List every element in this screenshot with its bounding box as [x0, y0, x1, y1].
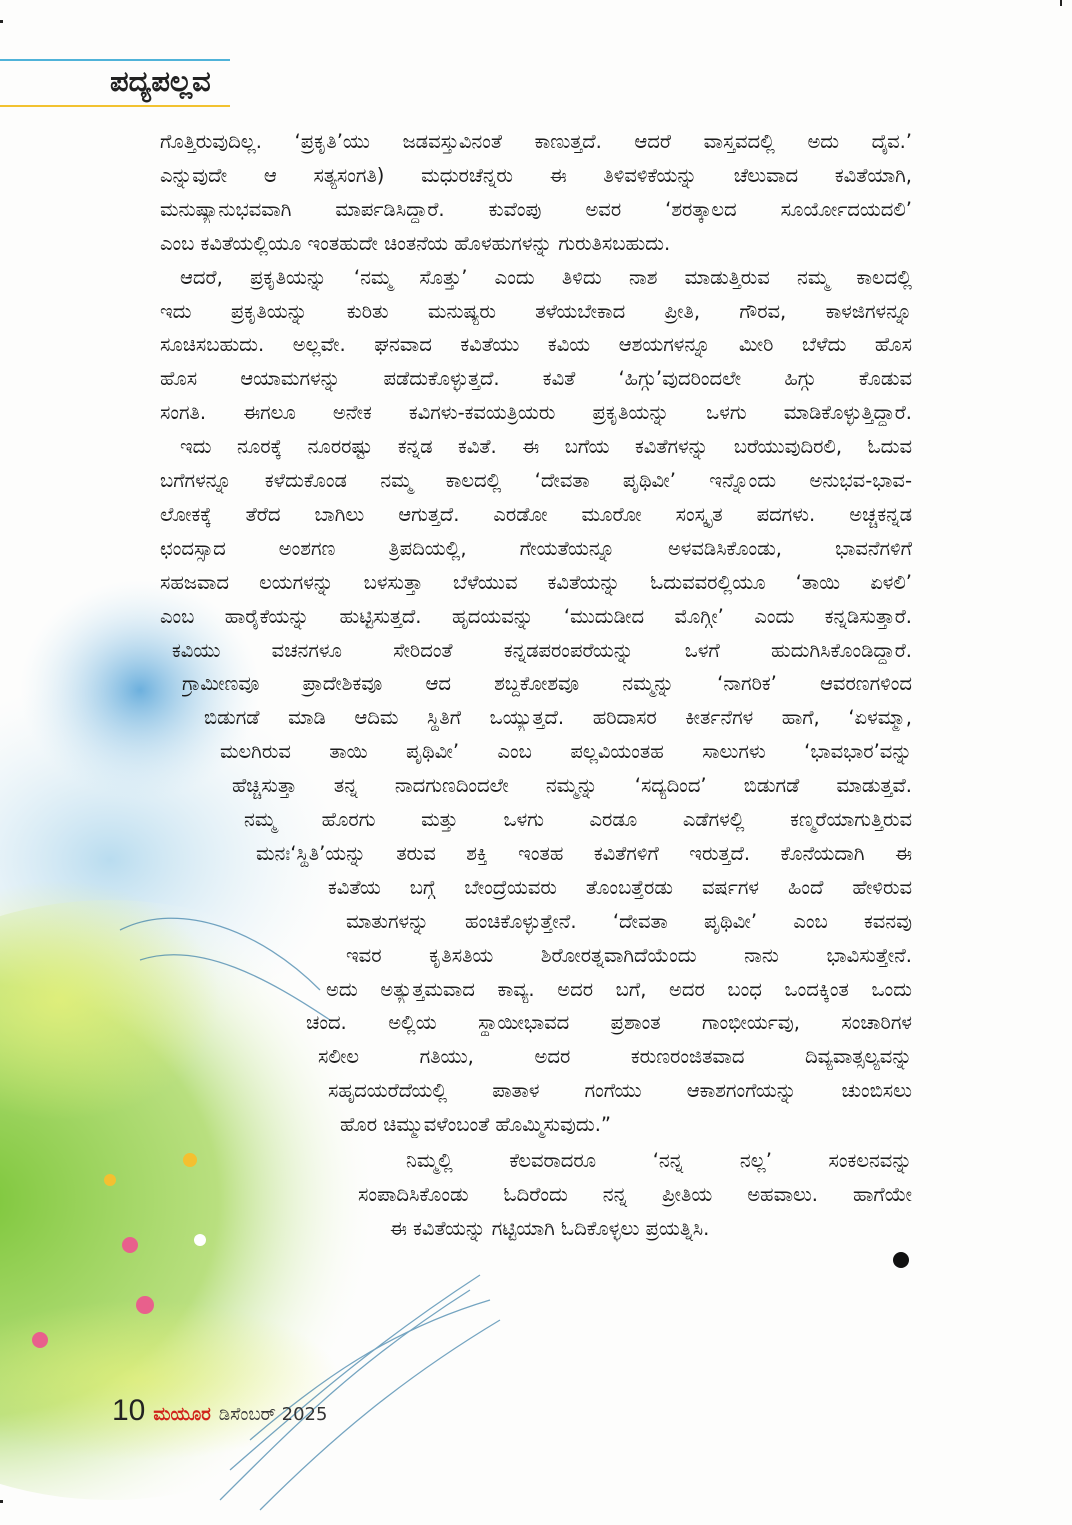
body-line: ಇವರ ಕೃತಿಸತಿಯ ಶಿರೋರತ್ನವಾಗಿದೆಯೆಂದು ನಾನು ಭಾವಿಸುತ್ತೇನೆ.: [346, 943, 912, 967]
body-line: ಚಂದ. ಅಲ್ಲಿಯ ಸ್ಥಾಯೀಭಾವದ ಪ್ರಶಾಂತ ಗಾಂಭೀರ್ಯವು, ಸಂಚಾರಿಗಳ: [306, 1011, 912, 1035]
crop-mark: [0, 20, 3, 23]
issue-date: ಡಿಸೆಂಬರ್ 2025: [218, 1404, 328, 1425]
crop-mark: [1060, 0, 1062, 6]
body-line: ಆದರೆ, ಪ್ರಕೃತಿಯನ್ನು ‘ನಮ್ಮ ಸೊತ್ತು’ ಎಂದು ತಿಳಿದು ನಾಶ ಮಾಡುತ್ತಿರುವ ನಮ್ಮ ಕಾಲದಲ್ಲಿ: [180, 265, 912, 289]
body-line: ಅದು ಅತ್ಯುತ್ತಮವಾದ ಕಾವ್ಯ. ಅದರ ಬಗೆ, ಅದರ ಬಂಧ ಒಂದಕ್ಕಿಂತ ಒಂದು: [326, 977, 912, 1001]
body-line: ಬಗೆಗಳನ್ನೂ ಕಳೆದುಕೊಂಡ ನಮ್ಮ ಕಾಲದಲ್ಲಿ ‘ದೇವತಾ ಪೃಥಿವೀ’ ಇನ್ನೊಂದು ಅನುಭವ-ಭಾವ-: [160, 469, 912, 492]
body-line: ಸಹೃದಯರೆದೆಯಲ್ಲಿ ಪಾತಾಳ ಗಂಗೆಯು ಆಕಾಶಗಂಗೆಯನ್ನು ಚುಂಬಿಸಲು: [328, 1079, 912, 1103]
body-line: ಹೊರ ಚಿಮ್ಮುವಳೆಂಬಂತೆ ಹೊಮ್ಮಿಸುವುದು.”: [340, 1113, 612, 1137]
body-line: ಬಿಡುಗಡೆ ಮಾಡಿ ಆದಿಮ ಸ್ಥಿತಿಗೆ ಒಯ್ಯುತ್ತದೆ. ಹರಿದಾಸರ ಕೀರ್ತನೆಗಳ ಹಾಗೆ, ‘ಏಳಮ್ಮಾ,: [204, 706, 912, 730]
body-line: ಮಾತುಗಳನ್ನು ಹಂಚಿಕೊಳ್ಳುತ್ತೇನೆ. ‘ದೇವತಾ ಪೃಥಿವೀ’ ಎಂಬ ಕವನವು: [346, 909, 912, 933]
body-line: ಹೊಸ ಆಯಾಮಗಳನ್ನು ಪಡೆದುಕೊಳ್ಳುತ್ತದೆ. ಕವಿತೆ ‘ಹಿಗ್ಗು’ವುದರಿಂದಲೇ ಹಿಗ್ಗು ಕೊಡುವ: [160, 367, 912, 391]
body-line: ಇದು ನೂರಕ್ಕೆ ನೂರರಷ್ಟು ಕನ್ನಡ ಕವಿತೆ. ಈ ಬಗೆಯ ಕವಿತೆಗಳನ್ನು ಬರೆಯುವುದಿರಲಿ, ಓದುವ: [180, 435, 912, 459]
body-line: ಎನ್ನುವುದೇ ಆ ಸತ್ಯಸಂಗತಿ) ಮಧುರಚೆನ್ನರು ಈ ತಿಳಿವಳಿಕೆಯನ್ನು ಚೆಲುವಾದ ಕವಿತೆಯಾಗಿ,: [160, 163, 912, 187]
body-line: ಈ ಕವಿತೆಯನ್ನು ಗಟ್ಟಿಯಾಗಿ ಓದಿಕೊಳ್ಳಲು ಪ್ರಯತ್ನಿಸಿ.: [390, 1216, 710, 1240]
body-line: ಗ್ರಾಮೀಣವೂ ಪ್ರಾದೇಶಿಕವೂ ಆದ ಶಬ್ದಕೋಶವೂ ನಮ್ಮನ್ನು ‘ನಾಗರಿಕ’ ಆವರಣಗಳಿಂದ: [182, 672, 912, 696]
body-line: ಲೋಕಕ್ಕೆ ತೆರೆದ ಬಾಗಿಲು ಆಗುತ್ತದೆ. ಎರಡೋ ಮೂರೋ ಸಂಸ್ಕೃತ ಪದಗಳು. ಅಚ್ಚಕನ್ನಡ: [160, 502, 912, 526]
header-rule-yellow: [0, 105, 230, 107]
page-footer: [112, 1394, 327, 1428]
crop-mark: [0, 1500, 3, 1503]
body-line: ಹೆಚ್ಚಿಸುತ್ತಾ ತನ್ನ ನಾದಗುಣದಿಂದಲೇ ನಮ್ಮನ್ನು ‘ಸದ್ಯದಿಂದ’ ಬಿಡುಗಡೆ ಮಾಡುತ್ತವೆ.: [232, 774, 912, 798]
body-line: ಇದು ಪ್ರಕೃತಿಯನ್ನು ಕುರಿತು ಮನುಷ್ಯರು ತಳೆಯಬೇಕಾದ ಪ್ರೀತಿ, ಗೌರವ, ಕಾಳಜಿಗಳನ್ನೂ: [160, 299, 912, 323]
body-line: ಎಂಬ ಕವಿತೆಯಲ್ಲಿಯೂ ಇಂತಹುದೇ ಚಿಂತನೆಯ ಹೊಳಹುಗಳನ್ನು ಗುರುತಿಸಬಹುದು.: [160, 231, 671, 255]
body-line: ಸಂಗತಿ. ಈಗಲೂ ಅನೇಕ ಕವಿಗಳು-ಕವಯತ್ರಿಯರು ಪ್ರಕೃತಿಯನ್ನು ಒಳಗು ಮಾಡಿಕೊಳ್ಳುತ್ತಿದ್ದಾರೆ.: [160, 401, 912, 425]
end-of-article-bullet: [893, 1252, 909, 1268]
body-line: ಸೂಚಿಸಬಹುದು. ಅಲ್ಲವೇ. ಘನವಾದ ಕವಿತೆಯು ಕವಿಯ ಆಶಯಗಳನ್ನೂ ಮೀರಿ ಬೆಳೆದು ಹೊಸ: [160, 333, 912, 357]
page-number: 10: [112, 1394, 146, 1427]
header-rule-blue: [0, 59, 230, 61]
body-line: ನಿಮ್ಮಲ್ಲಿ ಕೆಲವರಾದರೂ ‘ನನ್ನ ನಲ್ಲ’ ಸಂಕಲನವನ್ನು: [406, 1149, 912, 1172]
magazine-name: ಮಯೂರ: [153, 1404, 211, 1425]
body-line: ಎಂಬ ಹಾರೈಕೆಯನ್ನು ಹುಟ್ಟಿಸುತ್ತದೆ. ಹೃದಯವನ್ನು ‘ಮುದುಡೀದ ಮೊಗ್ಗೀ’ ಎಂದು ಕನ್ನಡಿಸುತ್ತಾರೆ.: [160, 604, 912, 628]
body-line: ಛಂದಸ್ಸಾದ ಅಂಶಗಣ ತ್ರಿಪದಿಯಲ್ಲಿ, ಗೇಯತೆಯನ್ನೂ ಅಳವಡಿಸಿಕೊಂಡು, ಭಾವನೆಗಳಿಗೆ: [160, 536, 912, 560]
body-line: ಕವಿಯು ವಚನಗಳೂ ಸೇರಿದಂತೆ ಕನ್ನಡಪರಂಪರೆಯನ್ನು ಒಳಗೆ ಹುದುಗಿಸಿಕೊಂಡಿದ್ದಾರೆ.: [172, 638, 912, 662]
body-line: ಮಲಗಿರುವ ತಾಯಿ ಪೃಥಿವೀ’ ಎಂಬ ಪಲ್ಲವಿಯಂತಹ ಸಾಲುಗಳು ‘ಭಾವಭಾರ’ವನ್ನು: [220, 740, 912, 764]
body-line: ಸಂಪಾದಿಸಿಕೊಂಡು ಓದಿರೆಂದು ನನ್ನ ಪ್ರೀತಿಯ ಅಹವಾಲು. ಹಾಗೆಯೇ: [358, 1182, 912, 1206]
body-line: ಕವಿತೆಯ ಬಗ್ಗೆ ಬೇಂದ್ರೆಯವರು ತೊಂಬತ್ತೆರಡು ವರ್ಷಗಳ ಹಿಂದೆ ಹೇಳಿರುವ: [328, 875, 912, 899]
body-line: ಗೊತ್ತಿರುವುದಿಲ್ಲ. ‘ಪ್ರಕೃತಿ’ಯು ಜಡವಸ್ತುವಿನಂತೆ ಕಾಣುತ್ತದೆ. ಆದರೆ ವಾಸ್ತವದಲ್ಲಿ ಅದು ದೈವ.’: [160, 130, 912, 153]
section-title: ಪದ್ಯಪಲ್ಲವ: [110, 64, 211, 98]
body-line: ಸಲೀಲ ಗತಿಯು, ಅದರ ಕರುಣರಂಜಿತವಾದ ದಿವ್ಯವಾತ್ಸಲ್ಯವನ್ನು: [318, 1045, 912, 1069]
body-line: ನಮ್ಮ ಹೊರಗು ಮತ್ತು ಒಳಗು ಎರಡೂ ಎಡೆಗಳಲ್ಲಿ ಕಣ್ಮರೆಯಾಗುತ್ತಿರುವ: [244, 808, 912, 831]
body-line: ಮನಃ‘ಸ್ಥಿತಿ’ಯನ್ನು ತರುವ ಶಕ್ತಿ ಇಂತಹ ಕವಿತೆಗಳಿಗೆ ಇರುತ್ತದೆ. ಕೊನೆಯದಾಗಿ ಈ: [256, 841, 912, 865]
body-line: ಮನುಷ್ಯಾನುಭವವಾಗಿ ಮಾರ್ಪಡಿಸಿದ್ದಾರೆ. ಕುವೆಂಪು ಅವರ ‘ಶರತ್ಕಾಲದ ಸೂರ್ಯೋದಯದಲಿ’: [160, 197, 912, 221]
body-line: ಸಹಜವಾದ ಲಯಗಳನ್ನು ಬಳಸುತ್ತಾ ಬೆಳೆಯುವ ಕವಿತೆಯನ್ನು ಓದುವವರಲ್ಲಿಯೂ ‘ತಾಯಿ ಏಳಲಿ’: [160, 570, 912, 594]
